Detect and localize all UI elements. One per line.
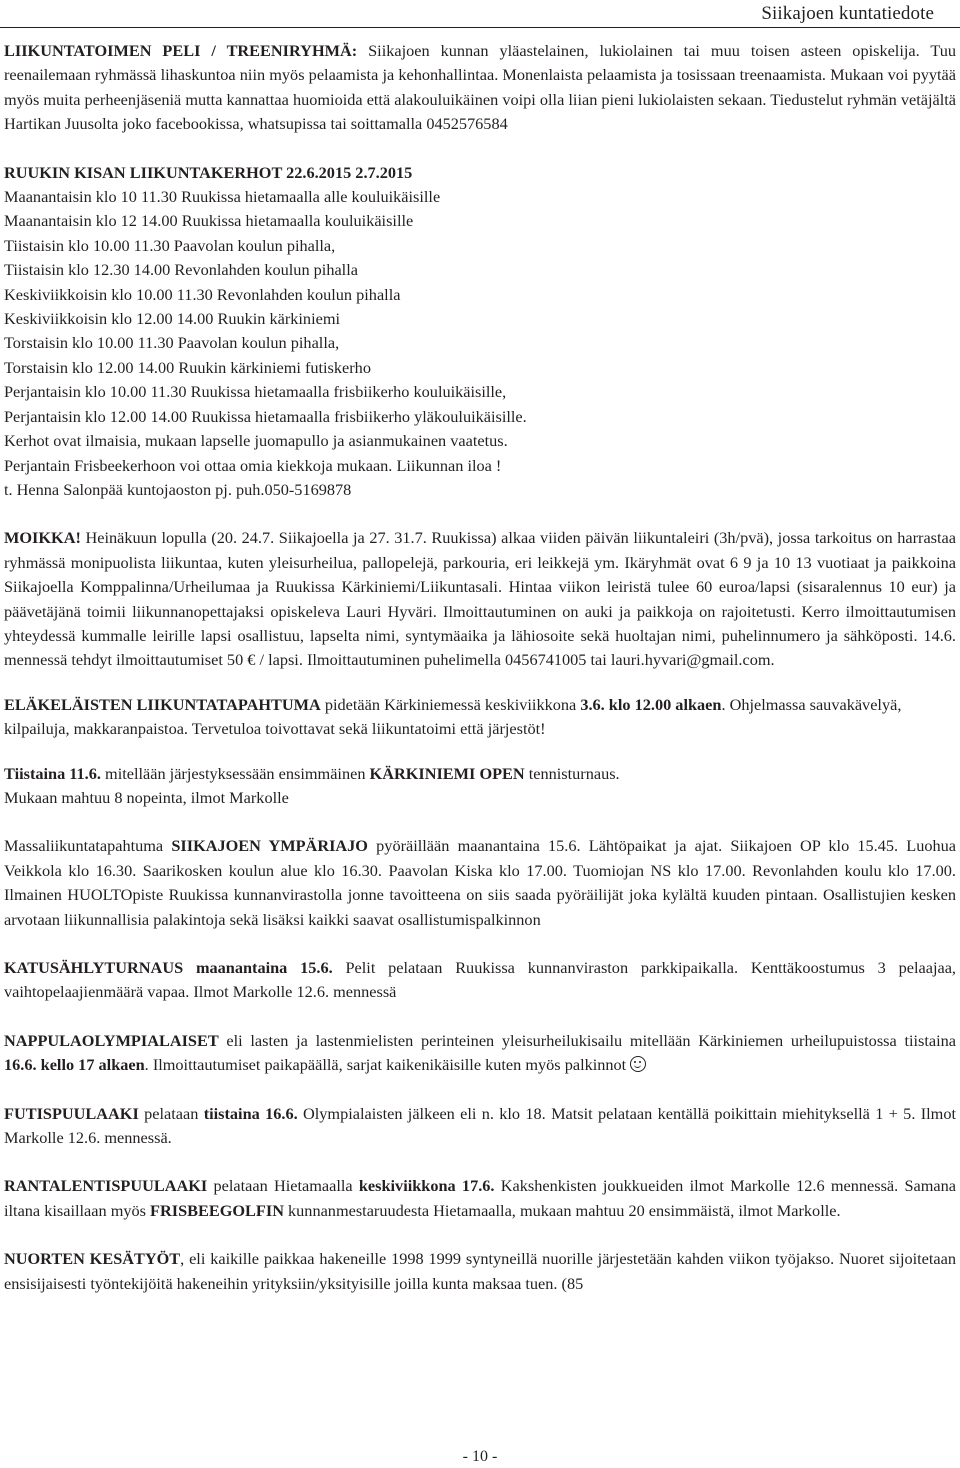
section-text: tennisturnaus. xyxy=(524,763,620,783)
section-kerhot xyxy=(4,161,956,503)
section-text: pelataan xyxy=(138,1103,204,1123)
schedule-line: Keskiviikkoisin klo 12.00 14.00 Ruukin kärkiniemi xyxy=(4,309,341,329)
section-futis xyxy=(4,1102,956,1151)
section-text: eli lasten ja lastenmielisten perinteinen yleisurheilukisailu mitellään Kärkiniemen urheilupuistossa tiistaina xyxy=(218,1030,956,1050)
section-rantalentis xyxy=(4,1174,956,1223)
section-kesatyot xyxy=(4,1247,956,1296)
section-text: Kakshenkisten joukkueiden ilmot Markolle 12.6 mennessä. Samana iltana kisaillaan myös xyxy=(4,1176,956,1220)
section-heading: KATUSÄHLYTURNAUS maanantaina 15.6. xyxy=(4,958,333,977)
section-heading: RANTALENTISPUULAAKI xyxy=(4,1176,208,1196)
publication-title: Siikajoen kuntatiedote xyxy=(761,3,934,24)
smiley-icon xyxy=(630,1056,646,1072)
section-text: pelataan Hietamaalla xyxy=(207,1176,359,1196)
section-moikka xyxy=(4,526,956,672)
section-text: Heinäkuun lopulla (20. 24.7. Siikajoella ja 27. 31.7. Ruukissa) alkaa viiden päivän liikuntaleiri (3h/pvä), jossa tarkoitus on harrastaa ryhmässä monipuolista liikuntaa, kuten yleisurheilua, pallopelejä, parkouria, eri leikkejä ym. Ikäryhmät ovat 6 9 ja 10 13 vuotiaat ja paikkoina Siikajoella Komppalinna/Urheilumaa ja Ruukissa Kärkiniemi/Liikuntasali. Hintaa viikon leiristä tulee 60 euroa/lapsi (sisaralennus 10 eur) ja päävetäjänä toimii liikunnanopettajaksi opiskeleva Lauri Hyväri. Ilmoittautuminen on auki ja paikkoja on rajoitetusti. Kerro ilmoittautumisen yhteydessä kummalle leirille lapsi osallistuu, lapselta nimi, syntymäaika ja lähiosoite sekä huoltajan nimi, puhelinnumero ja sähköposti. 14.6. mennessä tehdyt ilmoittautumiset 50 € / lapsi. Ilmoittautuminen puhelimella 0456741005 tai lauri.hyvari@gmail.com. xyxy=(4,528,956,670)
section-text: . Ohjelmassa sauvakävelyä, kilpailuja, makkaranpaistoa. Tervetuloa toivottavat sekä liikuntatoimi että järjestöt! xyxy=(4,694,902,739)
section-text: Pelit pelataan Ruukissa kunnanviraston parkkipaikalla. Kenttäkoostumus 3 pelaajaa, vaihtopelaajienmäärä vapaa. Ilmot Markolle 12.6. mennessä xyxy=(4,958,956,1002)
section-heading: FUTISPUULAAKI xyxy=(4,1103,139,1123)
page-header xyxy=(0,0,960,30)
article-body xyxy=(4,39,956,1296)
section-heading: ELÄKELÄISTEN LIIKUNTATAPAHTUMA xyxy=(4,694,321,714)
section-heading: RUUKIN KISAN LIIKUNTAKERHOT 22.6.2015 2.7.2015 xyxy=(4,162,413,182)
schedule-line: Tiistaisin klo 12.30 14.00 Revonlahden koulun pihalla xyxy=(4,260,358,280)
schedule-line: Torstaisin klo 12.00 14.00 Ruukin kärkiniemi futiskerho xyxy=(4,357,371,377)
section-text: pyöräillään maanantaina 15.6. Lähtöpaikat ja ajat. Siikajoen OP klo 15.45. Luohua Veikkola klo 16.30. Saarikosken koulun alue klo 16.30. Paavolan Kiska klo 17.00. Tuomiojan NS klo 17.00. Revonlahden koulu klo 17.00. Ilmainen HUOLTOpiste Ruukissa kunnanvirastolla jonne tavoitteena on siis saada pyöräilijät joka kylältä kuuden pintaan. Osallistujien kesken arvotaan liikunnallisia palakintoja sekä lisäksi kaikki saavat osallistumispalkinnon xyxy=(4,836,956,929)
event-name: FRISBEEGOLFIN xyxy=(150,1200,284,1220)
section-heading: LIIKUNTATOIMEN PELI / TREENIRYHMÄ: xyxy=(4,41,358,60)
event-date: tiistaina 16.6. xyxy=(203,1103,298,1123)
info-line: Perjantain Frisbeekerhoon voi ottaa omia kiekkoja mukaan. Liikunnan iloa ! xyxy=(4,455,502,475)
section-katusahly xyxy=(4,956,956,1005)
schedule-line: Maanantaisin klo 10 11.30 Ruukissa hietamaalla alle kouluikäisille xyxy=(4,187,441,207)
section-nappula xyxy=(4,1029,956,1078)
event-date: keskiviikkona 17.6. xyxy=(358,1176,495,1196)
schedule-line: Keskiviikkoisin klo 10.00 11.30 Revonlahden koulun pihalla xyxy=(4,284,401,304)
schedule-line: Perjantaisin klo 10.00 11.30 Ruukissa hietamaalla frisbiikerho kouluikäisille, xyxy=(4,382,507,402)
section-text: . Ilmoittautumiset paikapäällä, sarjat kaikenikäisille kuten myös palkinnot xyxy=(144,1055,631,1075)
section-peli xyxy=(4,39,956,137)
event-date: 3.6. klo 12.00 alkaen xyxy=(580,694,722,714)
schedule-line: Tiistaisin klo 10.00 11.30 Paavolan koulun pihalla, xyxy=(4,235,336,255)
section-tennis xyxy=(4,762,956,811)
section-text: kunnanmestaruudesta Hietamaalla, mukaan mahtuu 20 ensimmäistä, ilmot Markolle. xyxy=(283,1200,841,1220)
page-number: - 10 - xyxy=(462,1448,498,1465)
section-heading: NUORTEN KESÄTYÖT xyxy=(4,1249,181,1269)
schedule-line: Maanantaisin klo 12 14.00 Ruukissa hietamaalla kouluikäisille xyxy=(4,211,414,231)
schedule-line: Torstaisin klo 10.00 11.30 Paavolan koulun pihalla, xyxy=(4,333,340,353)
section-elakelaiset xyxy=(4,693,956,742)
section-text: mitellään järjestyksessään ensimmäinen xyxy=(100,763,370,783)
info-line: Kerhot ovat ilmaisia, mukaan lapselle juomapullo ja asianmukainen vaatetus. xyxy=(4,431,508,451)
signature-line: t. Henna Salonpää kuntojaoston pj. puh.050-5169878 xyxy=(4,479,352,499)
section-text: Olympialaisten jälkeen eli n. klo 18. Matsit pelataan kentällä poikittain miehityksellä 1 + 5. Ilmot Markolle 12.6. mennessä. xyxy=(4,1103,956,1148)
event-name: KÄRKINIEMI OPEN xyxy=(369,763,525,783)
section-text: Massaliikuntatapahtuma xyxy=(4,836,172,856)
header-rule xyxy=(0,27,960,28)
section-text: , eli kaikille paikkaa hakeneille 1998 1999 syntyneillä nuorille järjestetään kahden viikon työjakso. Nuoret sijoitetaan ensisijaisesti työntekijöitä hakeneihin yrityksiin/yksityisille joilla kunta maksaa tuen. (85 xyxy=(4,1249,956,1293)
schedule-line: Perjantaisin klo 12.00 14.00 Ruukissa hietamaalla frisbiikerho yläkouluikäisille. xyxy=(4,406,527,426)
section-text: Siikajoen kunnan yläastelainen, lukiolainen tai muu toisen asteen opiskelija. Tuu reenailemaan ryhmässä lihaskuntoa niin myös pelaamista ja kehonhallintaa. Monenlaista pelaamista ja tosissaan treenaamista. Mukaan voi pyytää myös muita perheenjäseniä mutta kannattaa huomioida että alakouluikäinen voipi olla liian pieni lukiolaisten sekaan. Tiedustelut ryhmän vetäjältä Hartikan Juusolta joko facebookissa, whatsupissa tai soittamalla 0452576584 xyxy=(4,41,956,134)
event-date: 16.6. kello 17 alkaen xyxy=(4,1055,145,1075)
section-heading: NAPPULAOLYMPIALAISET xyxy=(4,1030,219,1050)
section-ympariajo xyxy=(4,834,956,932)
section-text: Mukaan mahtuu 8 nopeinta, ilmot Markolle xyxy=(4,787,289,807)
section-text: pidetään Kärkiniemessä keskiviikkona xyxy=(320,694,581,714)
section-heading: MOIKKA! xyxy=(4,528,81,548)
event-date: Tiistaina 11.6. xyxy=(4,763,101,783)
event-name: SIIKAJOEN YMPÄRIAJO xyxy=(171,836,368,856)
